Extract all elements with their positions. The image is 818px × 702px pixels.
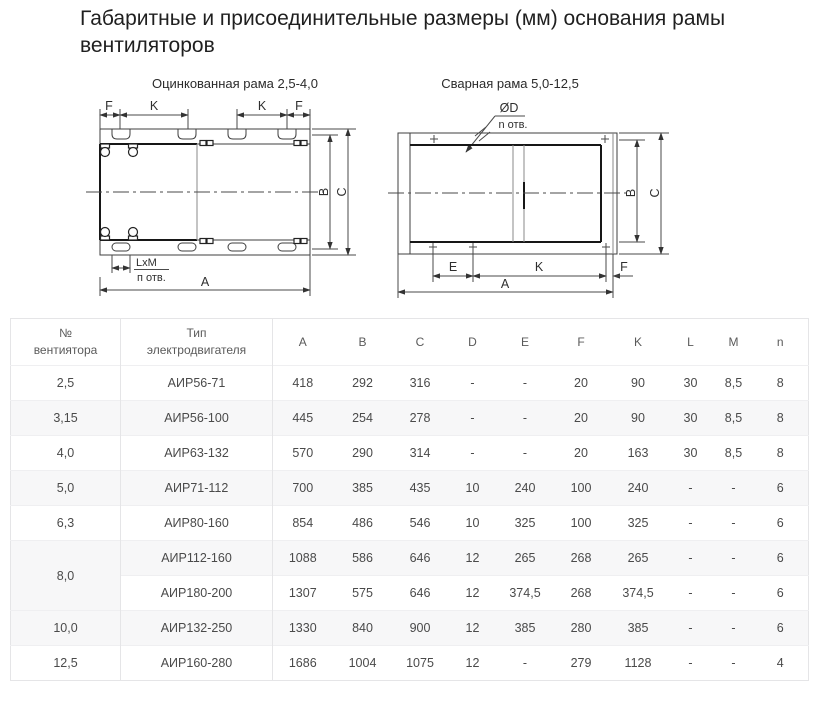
cell-fan-number: 8,0 [11,541,121,611]
cell-e: - [522,411,528,425]
dim-label-f: F [295,99,303,113]
cell-c: 900 [409,621,431,635]
cell-m: 8,5 [724,446,743,460]
cell-fan-number: 6,3 [11,506,121,541]
cell-k: 374,5 [622,586,654,600]
cell-a: 1088 [288,551,317,565]
cell-m: 8,5 [724,376,743,390]
dimension-right [312,129,356,255]
cell-m: 8,5 [724,411,743,425]
cell-c: 546 [409,516,431,530]
cell-n: 6 [776,586,784,600]
col-header-d: D [468,335,477,349]
table-row [11,646,809,681]
cell-e: 385 [514,621,536,635]
cell-b: 1004 [348,656,377,670]
cell-e: - [522,656,528,670]
page-title: Габаритные и присоединительные размеры (мм) основания рамы вентиляторов [80,7,726,57]
table-row [11,541,809,576]
cell-l: - [688,621,693,635]
table-row [11,611,809,646]
cell-e: - [522,446,528,460]
cell-l: - [688,656,693,670]
dimension-slot [112,255,169,284]
cell-k: 385 [627,621,649,635]
col-header-b: B [358,335,367,349]
cell-a: 445 [292,411,314,425]
diagram-galvanized-frame [72,72,362,312]
cell-n: 4 [776,656,784,670]
cell-c: 278 [409,411,431,425]
diagram-welded-frame [383,72,683,312]
header-row [11,319,809,366]
cell-motor: АИР112-160 [121,541,273,576]
cell-m: - [731,481,736,495]
dim-label-c: C [648,188,662,198]
cell-f: 268 [570,551,592,565]
cell-n: 6 [776,516,784,530]
cell-b: 586 [352,551,373,565]
table-row [11,576,809,611]
cell-k: 90 [631,376,645,390]
diagram-left-title: Оцинкованная рама 2,5-4,0 [151,76,319,91]
cell-fan-number: 5,0 [11,471,121,506]
dimension-right [619,133,669,254]
cell-motor: АИР56-71 [121,366,273,401]
cell-d: 10 [465,481,480,495]
dim-label-f: F [105,99,113,113]
cell-k: 265 [627,551,649,565]
cell-m: - [731,516,736,530]
cell-k: 240 [627,481,649,495]
cell-k: 325 [627,516,649,530]
cell-d: 10 [465,516,480,530]
cell-a: 418 [292,376,314,390]
col-header-k: K [633,335,642,349]
cell-f: 20 [574,446,588,460]
diagram-right-title: Сварная рама 5,0-12,5 [441,76,579,91]
cell-c: 314 [409,446,431,460]
dim-label-a: A [200,275,210,289]
cell-d: - [470,376,475,390]
cell-n: 8 [776,446,784,460]
header-line: № [59,325,72,340]
cell-m: - [731,586,736,600]
col-header-fan-number [11,319,121,366]
cell-motor: АИР63-132 [121,436,273,471]
cell-motor: АИР56-100 [121,401,273,436]
col-header-c: C [415,335,425,349]
cell-l: - [688,516,693,530]
table-row [11,506,809,541]
dim-label-b: B [624,188,638,198]
cell-c: 646 [409,551,431,565]
col-header-f: F [577,335,585,349]
cell-b: 290 [352,446,373,460]
cell-c: 1075 [406,656,434,670]
holes-note: n отв. [498,119,528,131]
cell-f: 279 [570,656,592,670]
cell-motor: АИР132-250 [121,611,273,646]
cell-d: - [470,446,475,460]
cell-a: 1686 [288,656,317,670]
col-header-e: E [520,335,529,349]
col-header-a: A [298,335,307,349]
cell-f: 268 [570,586,592,600]
cell-m: - [731,621,736,635]
cell-n: 8 [776,411,784,425]
slot-size-label: LxM [136,257,157,269]
holes-note: п отв. [137,272,166,284]
dim-label-f: F [620,260,628,274]
table-row [11,401,809,436]
dimension-bottom [433,251,633,298]
cell-k: 163 [627,446,649,460]
table-row [11,471,809,506]
cell-d: 12 [465,586,480,600]
cell-a: 1307 [288,586,317,600]
cell-c: 646 [409,586,431,600]
cell-k: 90 [631,411,645,425]
cell-l: - [688,586,693,600]
mounting-slots-bottom [112,243,296,251]
dim-label-a: A [500,277,510,291]
cell-b: 486 [352,516,373,530]
cell-b: 385 [352,481,373,495]
cell-motor: АИР71-112 [121,471,273,506]
cell-e: 240 [514,481,536,495]
header-line: Тип [186,325,207,340]
cell-b: 840 [352,621,373,635]
cell-n: 6 [776,621,784,635]
cell-motor: АИР180-200 [121,576,273,611]
col-header-n: n [776,335,784,349]
cell-motor: АИР80-160 [121,506,273,541]
dim-label-e: E [448,260,458,274]
cell-l: - [688,481,693,495]
cell-a: 700 [292,481,314,495]
cell-l: 30 [683,446,698,460]
cell-d: 12 [465,551,480,565]
cell-a: 1330 [288,621,317,635]
cell-e: - [522,376,528,390]
cell-f: 100 [570,481,592,495]
cell-k: 1128 [624,656,652,670]
cell-b: 575 [352,586,373,600]
cell-l: 30 [683,376,698,390]
cell-fan-number: 2,5 [11,366,121,401]
cell-fan-number: 12,5 [11,646,121,681]
hole-diameter-label: ØD [499,101,519,115]
cell-a: 854 [292,516,314,530]
cell-c: 435 [409,481,431,495]
cell-e: 325 [514,516,536,530]
cell-fan-number: 10,0 [11,611,121,646]
cell-n: 6 [776,551,784,565]
dimensions-table [10,318,809,681]
col-header-l: L [687,335,694,349]
cell-m: - [731,656,736,670]
cell-f: 280 [570,621,592,635]
table-row [11,366,809,401]
cell-a: 570 [292,446,314,460]
cell-d: 12 [465,621,480,635]
cell-e: 265 [514,551,536,565]
cell-b: 254 [352,411,373,425]
cell-n: 8 [776,376,784,390]
cell-fan-number: 4,0 [11,436,121,471]
dim-label-k: K [534,260,544,274]
cell-d: - [470,411,475,425]
cell-n: 6 [776,481,784,495]
cell-b: 292 [352,376,373,390]
dimension-a [100,255,310,296]
cell-l: 30 [683,411,698,425]
cell-fan-number: 3,15 [11,401,121,436]
dimension-top [100,99,310,129]
cell-c: 316 [409,376,431,390]
dim-label-b: B [317,187,331,197]
cell-e: 374,5 [509,586,541,600]
cell-m: - [731,551,736,565]
table-row [11,436,809,471]
col-header-motor-type [121,319,273,366]
header-line: электродвигателя [146,343,247,357]
col-header-m: M [728,335,739,349]
cell-d: 12 [465,656,480,670]
header-line: вентиятора [33,343,98,357]
cell-l: - [688,551,693,565]
mounting-slots-top [112,129,296,139]
cell-motor: АИР160-280 [121,646,273,681]
dim-label-k: K [149,99,159,113]
cell-f: 100 [570,516,592,530]
dim-label-k: K [257,99,267,113]
cell-f: 20 [574,411,588,425]
cell-f: 20 [574,376,588,390]
dim-label-c: C [335,187,349,197]
